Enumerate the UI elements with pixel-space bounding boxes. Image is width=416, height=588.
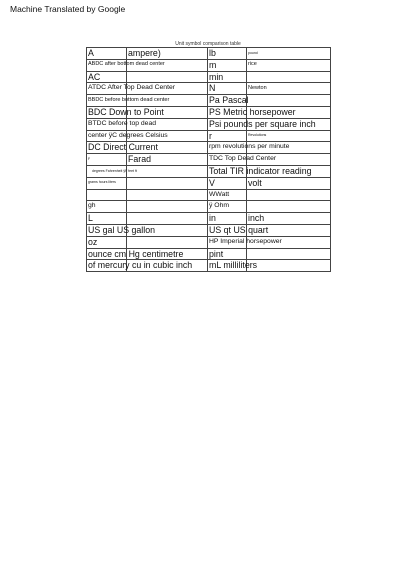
table-cell	[127, 177, 208, 189]
table-row	[87, 118, 331, 130]
table-row	[87, 189, 331, 201]
table-cell: US qt US quart	[209, 224, 269, 235]
table-cell: Revolutions	[247, 130, 331, 142]
table-row	[87, 95, 331, 107]
table-cell	[247, 201, 331, 213]
table-cell: F	[87, 154, 127, 166]
table-cell: BDC Down to Point	[88, 106, 164, 117]
table-cell: Psi pounds per square inch	[209, 118, 316, 129]
unit-symbol-table	[86, 47, 331, 272]
table-cell: lb	[208, 48, 247, 60]
table-cell: ÿ Ohm	[208, 201, 247, 213]
table-cell: ATDC After Top Dead Center	[87, 83, 127, 95]
table-cell: degrees Fahrenheit ÿF feet ft	[87, 165, 127, 177]
table-cell: L	[87, 213, 127, 225]
table-cell	[127, 189, 208, 201]
table-cell: ABDC after bottom dead center	[87, 59, 127, 71]
table-row	[87, 213, 331, 225]
table-cell: PS Metric horsepower	[209, 106, 296, 117]
table-cell: mL milliliters	[209, 260, 258, 271]
table-caption: Unit symbol comparison table	[175, 41, 241, 47]
table-cell: V	[208, 177, 247, 189]
table-cell: m	[208, 59, 247, 71]
table-cell: Total TIR indicator reading	[209, 165, 312, 176]
table-cell: BBDC before bottom dead center	[87, 95, 127, 107]
table-cell: HP Imperial horsepower	[208, 236, 247, 248]
table-cell: BTDC before top dead	[87, 118, 127, 130]
table-cell: of mercury cu in cubic inch	[88, 260, 193, 271]
table-cell	[127, 236, 208, 248]
table-cell	[247, 95, 331, 107]
table-cell: ounce cm Hg centimetre	[88, 248, 184, 259]
table-cell: inch	[247, 213, 331, 225]
table-row	[87, 130, 331, 142]
table-cell	[247, 189, 331, 201]
table-cell: DC Direct Current	[88, 142, 158, 153]
table-cell: A	[87, 48, 127, 60]
table-row	[87, 83, 331, 95]
table-cell: US gal US gallon	[88, 224, 155, 235]
table-row	[87, 59, 331, 71]
table-cell	[127, 213, 208, 225]
table-row	[87, 224, 331, 236]
table-cell: center ÿC degrees Celsius	[87, 130, 127, 142]
table-row	[87, 106, 331, 118]
table-cell: rpm revolutions per minute	[208, 142, 247, 154]
table-cell: gh	[87, 201, 127, 213]
table-cell: AC	[87, 71, 127, 83]
table-cell: TDC Top Dead Center	[208, 154, 247, 166]
table-cell: min	[208, 71, 247, 83]
table-cell	[247, 260, 331, 272]
table-row	[87, 48, 331, 60]
table-row	[87, 201, 331, 213]
table-cell: N	[208, 83, 247, 95]
table-cell: Pa Pascal	[209, 95, 249, 106]
table-cell	[127, 165, 208, 177]
table-cell	[87, 189, 127, 201]
table-cell	[247, 248, 331, 260]
table-row	[87, 260, 331, 272]
table-row	[87, 142, 331, 154]
table-cell: in	[208, 213, 247, 225]
table-cell: grams hours liters	[87, 177, 127, 189]
table-cell: pint	[208, 248, 247, 260]
table-cell: r	[208, 130, 247, 142]
table-cell	[127, 201, 208, 213]
table-cell: WWatt	[208, 189, 247, 201]
table-cell: ampere)	[127, 48, 208, 60]
table-row	[87, 154, 331, 166]
table-row	[87, 71, 331, 83]
table-cell: volt	[247, 177, 331, 189]
table-cell: oz	[87, 236, 127, 248]
table-cell: Farad	[127, 154, 208, 166]
table-cell	[127, 71, 208, 83]
machine-translation-banner: Machine Translated by Google	[10, 4, 126, 14]
table-row	[87, 236, 331, 248]
table-row	[87, 177, 331, 189]
table-cell: pound	[247, 48, 331, 60]
table-cell	[247, 71, 331, 83]
table-row	[87, 165, 331, 177]
table-row	[87, 248, 331, 260]
table-cell: rice	[247, 59, 331, 71]
table-cell: Newton	[247, 83, 331, 95]
